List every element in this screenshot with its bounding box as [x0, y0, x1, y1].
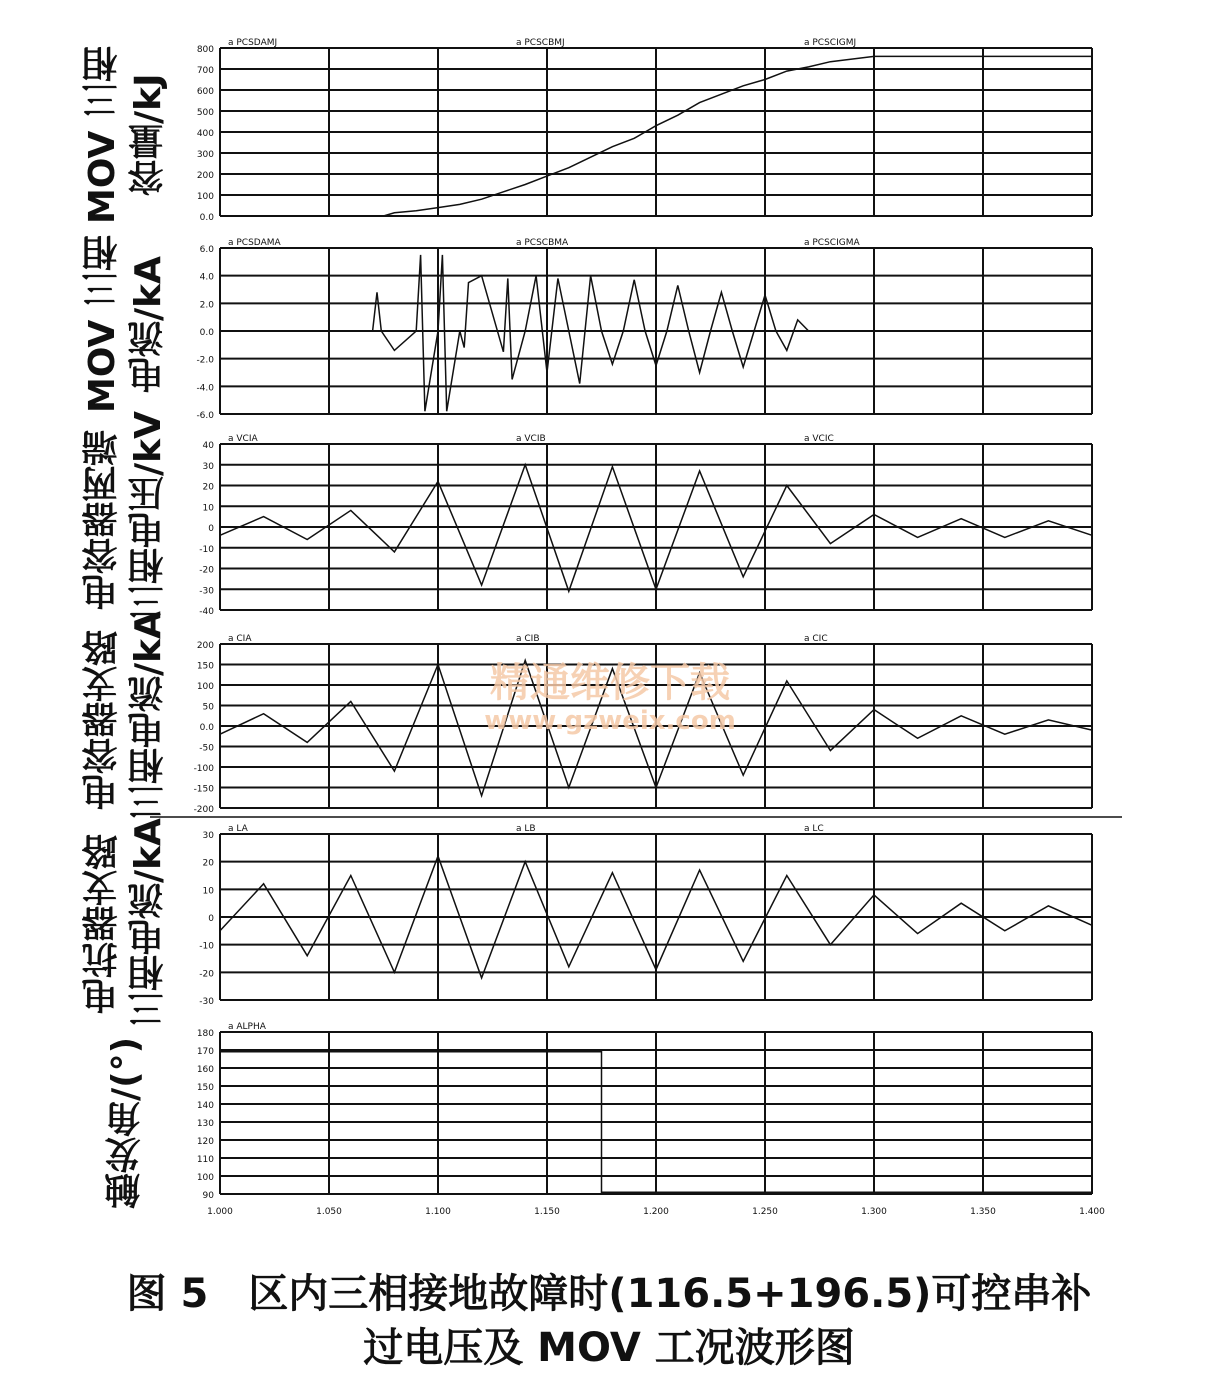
y-tick-label: -20 — [199, 969, 214, 980]
y-tick-label: 100 — [196, 192, 214, 202]
watermark: 精通维修下载 www.gzweix.com — [484, 660, 736, 736]
caption-line-2 — [0, 1316, 1218, 1373]
caption-text-1: 区内三相接地故障时(116.5+196.5)可控串补 — [248, 1271, 1092, 1317]
y-tick-label: 10 — [202, 503, 214, 514]
y-tick-label: 800 — [196, 45, 214, 55]
y-tick-label: -10 — [199, 544, 214, 555]
x-tick-label: 1.150 — [534, 1207, 560, 1217]
x-tick-label: 1.250 — [752, 1207, 778, 1217]
ylabel-panel-1: MOV 三相 容量/kJ — [82, 46, 169, 224]
y-tick-label: 120 — [196, 1137, 214, 1147]
legend-entry: a PCSCIGMJ — [804, 38, 857, 48]
legend-entry: a CIB — [516, 634, 540, 644]
x-tick-label: 1.350 — [970, 1207, 996, 1217]
y-tick-label: 150 — [196, 661, 214, 672]
x-tick-label: 1.050 — [316, 1207, 342, 1217]
x-tick-label: 1.400 — [1079, 1207, 1105, 1217]
y-tick-label: -40 — [199, 607, 214, 617]
y-tick-label: -30 — [199, 997, 214, 1007]
y-tick-label: -150 — [193, 784, 214, 795]
y-tick-label: -50 — [199, 743, 214, 754]
caption-text-2: 过电压及 MOV 工况波形图 — [363, 1325, 855, 1371]
y-tick-label: 2.0 — [199, 300, 214, 311]
y-tick-label: 0 — [208, 524, 214, 534]
y-tick-label: 0 — [208, 914, 214, 924]
y-tick-label: -6.0 — [196, 411, 214, 421]
legend-entry: a VCIB — [516, 434, 546, 444]
y-tick-label: 40 — [202, 441, 214, 451]
y-tick-label: 700 — [196, 66, 214, 76]
legend-entry: a LA — [228, 824, 248, 834]
ylabel-panel-4: 电容器支路 三相电流/kA — [82, 611, 169, 820]
y-tick-label: 100 — [196, 1173, 214, 1183]
y-tick-label: -200 — [193, 805, 214, 815]
x-tick-label: 1.100 — [425, 1207, 451, 1217]
legend-entry: a PCSDAMJ — [228, 38, 278, 48]
ylabel-panel-2: MOV 三相 电流/kA — [82, 235, 169, 414]
x-tick-label: 1.200 — [643, 1207, 669, 1217]
y-tick-label: 180 — [196, 1029, 214, 1039]
y-tick-label: -30 — [199, 586, 214, 597]
y-tick-label: 130 — [196, 1119, 214, 1129]
y-tick-label: 4.0 — [199, 272, 214, 283]
y-tick-label: 500 — [196, 108, 214, 118]
legend-entry: a VCIA — [228, 434, 258, 444]
y-tick-label: -4.0 — [196, 383, 214, 394]
y-tick-label: 110 — [196, 1155, 214, 1165]
y-tick-label: 50 — [202, 702, 214, 713]
y-tick-label: -2.0 — [196, 355, 214, 366]
y-tick-label: 400 — [196, 129, 214, 139]
y-tick-label: 0.0 — [199, 213, 214, 223]
y-tick-label: 140 — [196, 1101, 214, 1111]
legend-entry: a PCSCIGMA — [804, 238, 860, 248]
y-tick-label: 30 — [202, 461, 214, 472]
y-tick-label: 150 — [196, 1083, 214, 1093]
y-tick-label: 6.0 — [199, 245, 214, 255]
y-tick-label: 100 — [196, 682, 214, 692]
y-tick-label: 600 — [196, 87, 214, 97]
legend-entry: a PCSCBMJ — [516, 38, 565, 48]
y-tick-label: 200 — [196, 641, 214, 651]
y-tick-label: 30 — [202, 831, 214, 841]
legend-entry: a ALPHA — [228, 1022, 266, 1032]
y-tick-label: 160 — [196, 1065, 214, 1075]
ylabel-panel-3: 电容器两端 三相电压/kV — [82, 411, 169, 620]
legend-entry: a VCIC — [804, 434, 834, 444]
x-tick-label: 1.000 — [207, 1207, 233, 1217]
ylabel-panel-6: 触发角/(°) — [105, 1036, 146, 1209]
y-tick-label: 200 — [196, 171, 214, 181]
y-tick-label: 0.0 — [199, 328, 214, 338]
ylabel-panel-5: 电抗器支路 三相电流/kA — [82, 818, 169, 1027]
legend-entry: a LC — [804, 824, 824, 834]
caption-line-1 — [0, 1262, 1218, 1319]
y-tick-label: -10 — [199, 941, 214, 952]
y-tick-label: 0.0 — [199, 723, 214, 733]
legend-entry: a CIA — [228, 634, 252, 644]
y-tick-label: -100 — [193, 764, 214, 774]
legend-entry: a CIC — [804, 634, 828, 644]
x-tick-label: 1.300 — [861, 1207, 887, 1217]
y-tick-label: -20 — [199, 565, 214, 576]
y-tick-label: 90 — [202, 1191, 214, 1201]
y-tick-label: 20 — [202, 858, 214, 869]
y-tick-label: 300 — [196, 150, 214, 160]
y-tick-label: 10 — [202, 886, 214, 897]
y-tick-label: 170 — [196, 1047, 214, 1057]
legend-entry: a PCSDAMA — [228, 238, 281, 248]
legend-entry: a LB — [516, 824, 536, 834]
figure-label: 图 5 — [126, 1271, 209, 1317]
y-tick-label: 20 — [202, 482, 214, 493]
legend-entry: a PCSCBMA — [516, 238, 569, 248]
